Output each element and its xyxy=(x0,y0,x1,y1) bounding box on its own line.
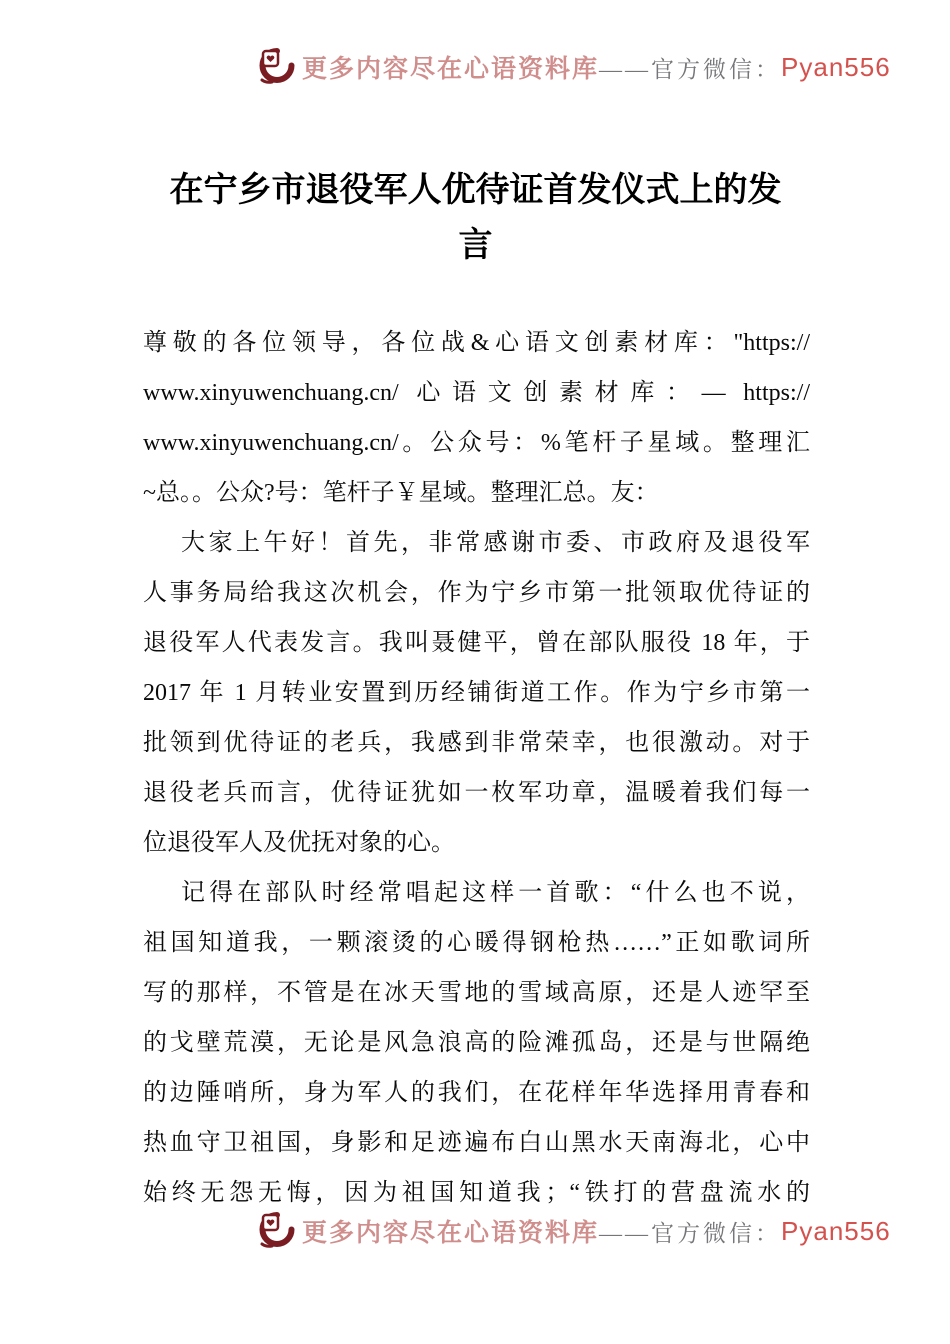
document-title xyxy=(142,163,809,273)
header-watermark xyxy=(256,46,891,88)
document-body xyxy=(143,318,810,1218)
body-line: 记得在部队时经常唱起这样一首歌：“什么也不说， xyxy=(181,880,810,906)
watermark-wechat-id: Pyan556 xyxy=(781,51,891,82)
body-line: 热血守卫祖国，身影和足迹遍布白山黑水天南海北，心中 xyxy=(143,1130,810,1156)
body-line: www.xinyuwenchuang.cn/ 心语文创素材库：— https:// xyxy=(143,380,810,406)
watermark-brand-text: 更多内容尽在心语资料库 xyxy=(302,56,600,83)
body-line: 退役老兵而言，优待证犹如一枚军功章，温暖着我们每一 xyxy=(143,780,810,806)
body-line: ~总。。公众?号：笔杆子￥星域。整理汇总。友： xyxy=(143,480,659,506)
body-line: 人事务局给我这次机会，作为宁乡市第一批领取优待证的 xyxy=(143,580,810,606)
body-line: 始终无怨无悔，因为祖国知道我；“铁打的营盘流水的 xyxy=(143,1180,810,1206)
body-line: 批领到优待证的老兵，我感到非常荣幸，也很激动。对于 xyxy=(143,730,810,756)
document-title-line-2: 言 xyxy=(458,227,493,264)
body-line: 写的那样，不管是在冰天雪地的雪域高原，还是人迹罕至 xyxy=(143,980,810,1006)
document-title-line-1: 在宁乡市退役军人优待证首发仪式上的发 xyxy=(169,172,782,209)
body-line: 尊敬的各位领导，各位战&心语文创素材库："https:// xyxy=(143,330,810,356)
footer-watermark xyxy=(256,1210,891,1252)
body-line: 的边陲哨所，身为军人的我们，在花样年华选择用青春和 xyxy=(143,1080,810,1106)
body-line: 大家上午好！首先，非常感谢市委、市政府及退役军 xyxy=(181,530,810,556)
body-line: 2017 年 1 月转业安置到历经铺街道工作。作为宁乡市第一 xyxy=(143,680,810,706)
brand-logo-icon xyxy=(256,46,296,88)
watermark-wechat-label: ——官方微信： xyxy=(599,56,782,82)
body-line: 位退役军人及优抚对象的心。 xyxy=(143,830,455,856)
body-line: 的戈壁荒漠，无论是风急浪高的险滩孤岛，还是与世隔绝 xyxy=(143,1030,810,1056)
body-line: www.xinyuwenchuang.cn/。公众号：%笔杆子星域。整理汇 xyxy=(143,430,810,456)
watermark-brand-text: 更多内容尽在心语资料库 xyxy=(302,1220,600,1247)
body-line: 退役军人代表发言。我叫聂健平，曾在部队服役 18 年，于 xyxy=(143,630,810,656)
watermark-wechat-label: ——官方微信： xyxy=(599,1220,782,1246)
brand-logo-icon xyxy=(256,1210,296,1252)
body-line: 祖国知道我，一颗滚烫的心暖得钢枪热……”正如歌词所 xyxy=(143,930,810,956)
watermark-wechat-id: Pyan556 xyxy=(781,1215,891,1246)
